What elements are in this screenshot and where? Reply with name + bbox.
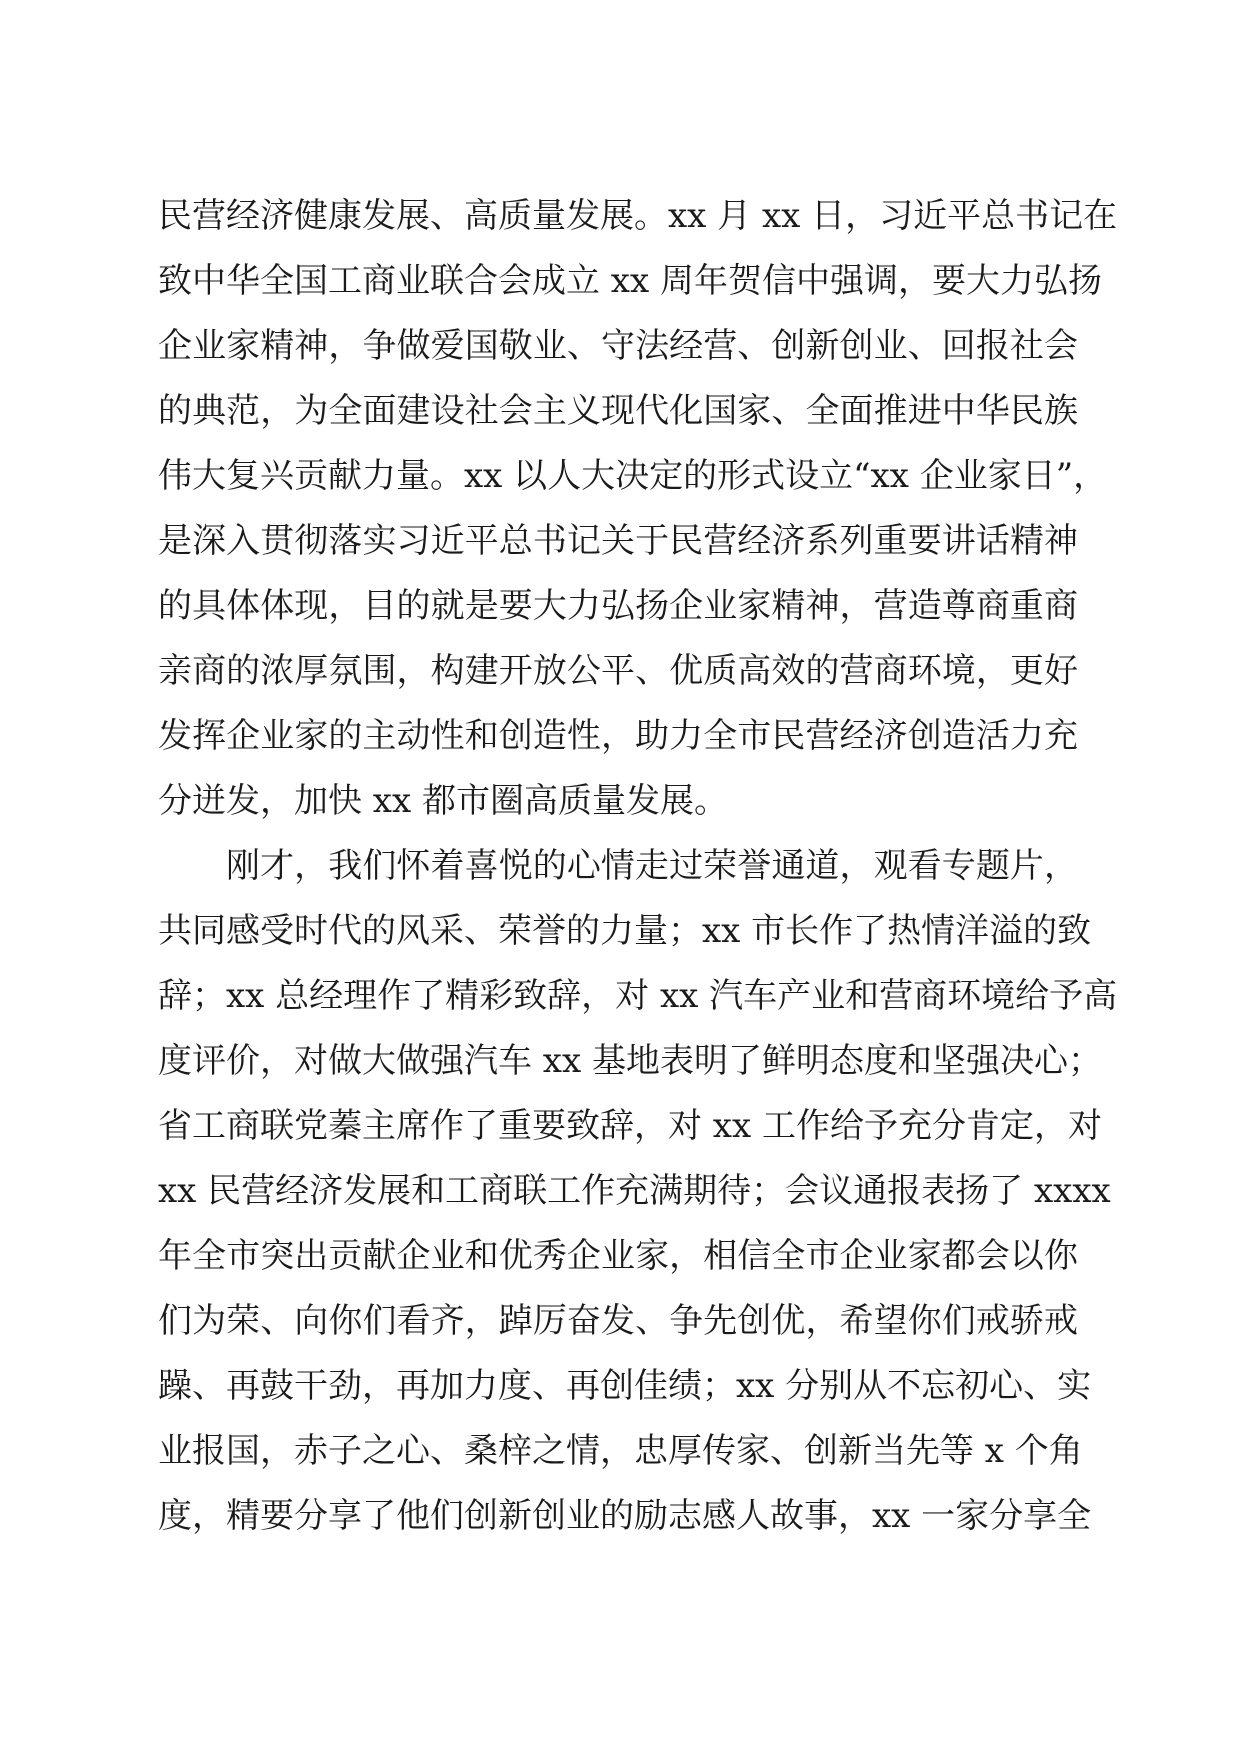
text-line: 躁、再鼓干劲，再加力度、再创佳绩；xx 分别从不忘初心、实	[158, 1366, 1092, 1406]
text-line: 企业家精神，争做爱国敬业、守法经营、创新创业、回报社会	[158, 326, 1078, 366]
body-text	[158, 184, 1118, 1549]
text-line: 年全市突出贡献企业和优秀企业家，相信全市企业家都会以你	[158, 1236, 1078, 1276]
text-line: 致中华全国工商业联合会成立 xx 周年贺信中强调，要大力弘扬	[158, 261, 1102, 301]
text-line: 的典范，为全面建设社会主义现代化国家、全面推进中华民族	[158, 391, 1078, 431]
text-line: 发挥企业家的主动性和创造性，助力全市民营经济创造活力充	[158, 716, 1078, 756]
text-line: xx 民营经济发展和工商联工作充满期待；会议通报表扬了 xxxx	[158, 1171, 1111, 1211]
text-line: 度评价，对做大做强汽车 xx 基地表明了鲜明态度和坚强决心；	[158, 1041, 1102, 1081]
text-line-indented: 刚才，我们怀着喜悦的心情走过荣誉通道，观看专题片，	[226, 846, 1078, 886]
text-line: 民营经济健康发展、高质量发展。xx 月 xx 日，习近平总书记在	[158, 196, 1118, 236]
text-line: 们为荣、向你们看齐，踔厉奋发、争先创优，希望你们戒骄戒	[158, 1301, 1078, 1341]
text-line: 共同感受时代的风采、荣誉的力量；xx 市长作了热情洋溢的致	[158, 911, 1092, 951]
text-line: 是深入贯彻落实习近平总书记关于民营经济系列重要讲话精神	[158, 521, 1078, 561]
text-line: 省工商联党蓁主席作了重要致辞，对 xx 工作给予充分肯定，对	[158, 1106, 1102, 1146]
text-line: 亲商的浓厚氛围，构建开放公平、优质高效的营商环境，更好	[158, 651, 1078, 691]
text-line: 业报国，赤子之心、桑梓之情，忠厚传家、创新当先等 x 个角	[158, 1431, 1083, 1471]
text-line: 伟大复兴贡献力量。xx 以人大决定的形式设立“xx 企业家日”，	[158, 456, 1108, 496]
text-line: 辞；xx 总经理作了精彩致辞，对 xx 汽车产业和营商环境给予高	[158, 976, 1118, 1016]
text-line: 度，精要分享了他们创新创业的励志感人故事，xx 一家分享全	[158, 1496, 1092, 1536]
text-line: 分迸发，加快 xx 都市圈高质量发展。	[158, 781, 728, 821]
text-line: 的具体体现，目的就是要大力弘扬企业家精神，营造尊商重商	[158, 586, 1078, 626]
